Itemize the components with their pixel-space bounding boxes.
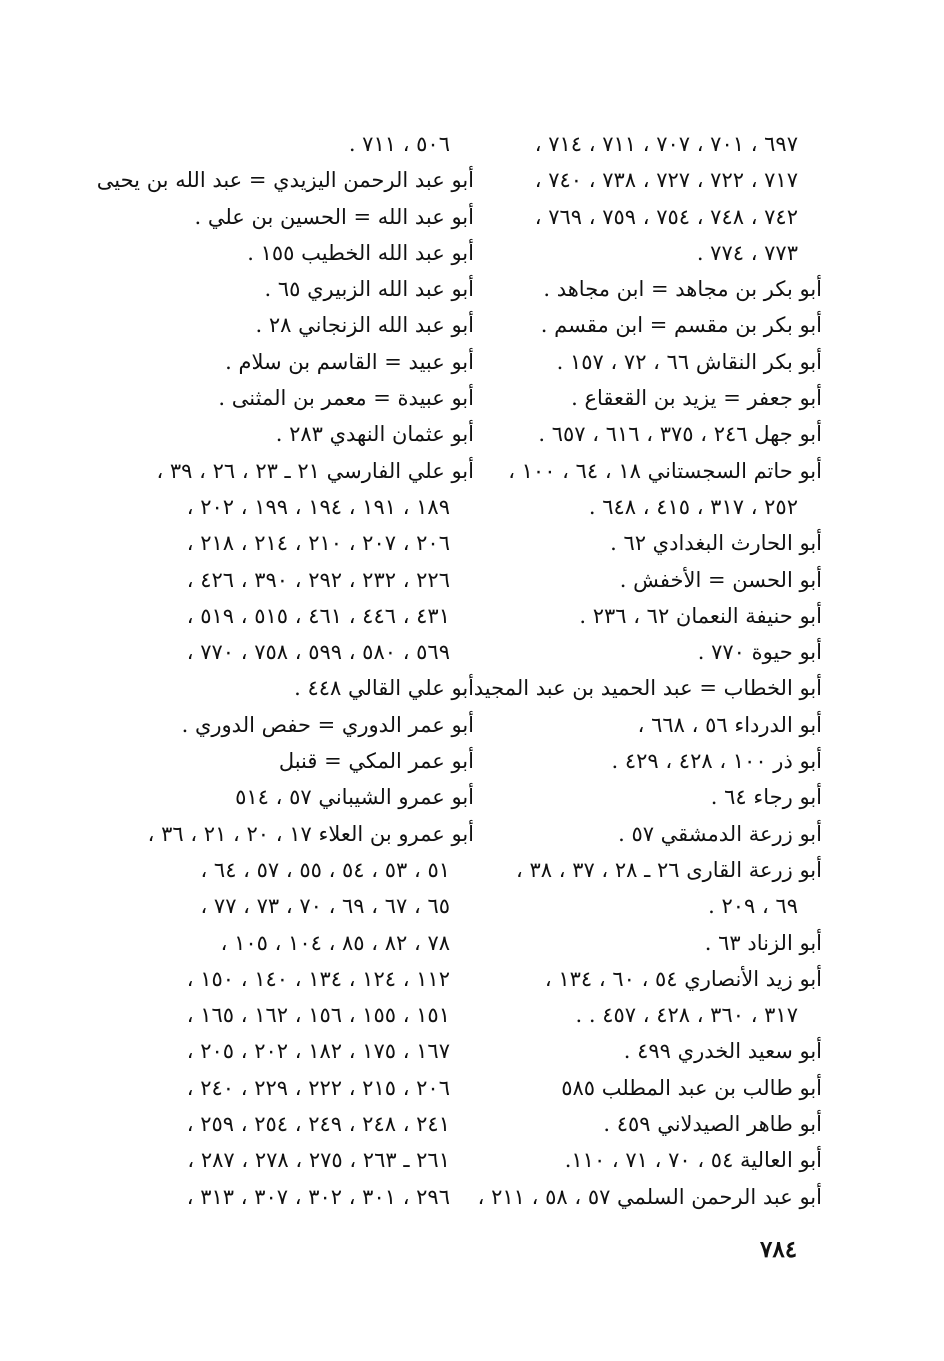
index-entry-line: ٤٣١ ، ٤٤٦ ، ٤٦١ ، ٥١٥ ، ٥١٩ ، [186, 603, 450, 628]
index-entry-line: أبو بكر بن مقسم = ابن مقسم . [540, 313, 822, 338]
page-number: ٧٨٤ [760, 1236, 798, 1263]
index-entry-line: أبو زرعة القارى ٢٦ ـ ٢٨ ، ٣٧ ، ٣٨ ، [516, 857, 822, 882]
index-entry-line: أبو العالية ٥٤ ، ٧٠ ، ٧١ ، ١١٠. [564, 1148, 822, 1173]
index-entry-line: أبو سعيد الخدري ٤٩٩ . [623, 1039, 822, 1064]
index-entry-line: ٢٦١ ـ ٢٦٣ ، ٢٧٥ ، ٢٧٨ ، ٢٨٧ ، [187, 1148, 450, 1173]
index-entry-line: ٥١ ، ٥٣ ، ٥٤ ، ٥٥ ، ٥٧ ، ٦٤ ، [200, 857, 450, 882]
index-entry-line: ١٨٩ ، ١٩١ ، ١٩٤ ، ١٩٩ ، ٢٠٢ ، [186, 494, 450, 519]
index-entry-line: أبو عمر الدوري = حفص الدوري . [181, 712, 474, 737]
index-entry-line: أبو عبد الله الزبيري ٦٥ . [264, 277, 474, 302]
index-entry-line: أبو ذر ١٠٠ ، ٤٢٨ ، ٤٢٩ . [611, 749, 822, 774]
index-entry-line: ٦٥ ، ٦٧ ، ٦٩ ، ٧٠ ، ٧٣ ، ٧٧ ، [200, 894, 450, 919]
index-entry-line: أبو الزناد ٦٣ . [704, 930, 822, 955]
index-entry-line: ٧٧٣ ، ٧٧٤ . [696, 240, 798, 265]
index-entry-line: ٢٩٦ ، ٣٠١ ، ٣٠٢ ، ٣٠٧ ، ٣١٣ ، [186, 1184, 450, 1209]
index-entry-line: أبو جهل ٢٤٦ ، ٣٧٥ ، ٦١٦ ، ٦٥٧ . [538, 422, 822, 447]
index-entry-line: أبو الدرداء ٥٦ ، ٦٦٨ ، [637, 712, 822, 737]
index-entry-line: أبو عمر المكي = قنبل [278, 749, 474, 774]
index-entry-line: ٧٤٢ ، ٧٤٨ ، ٧٥٤ ، ٧٥٩ ، ٧٦٩ ، [534, 204, 798, 229]
index-entry-line: أبو عبد الرحمن السلمي ٥٧ ، ٥٨ ، ٢١١ ، [477, 1184, 822, 1209]
index-entry-line: ٧١٧ ، ٧٢٢ ، ٧٢٧ ، ٧٣٨ ، ٧٤٠ ، [534, 168, 798, 193]
index-entry-line: ٥٠٦ ، ٧١١ . [348, 132, 450, 156]
index-entry-line: أبو علي القالي ٤٤٨ . [294, 676, 474, 701]
index-entry-line: أبو عبد الله الزنجاني ٢٨ . [255, 313, 474, 338]
index-entry-line: ٣١٧ ، ٣٦٠ ، ٤٢٨ ، ٤٥٧ . . [575, 1003, 798, 1028]
index-entry-line: أبو عثمان النهدي ٢٨٣ . [275, 422, 474, 447]
index-entry-line: ٧٨ ، ٨٢ ، ٨٥ ، ١٠٤ ، ١٠٥ ، [220, 930, 450, 955]
index-entry-line: ٢٠٦ ، ٢٠٧ ، ٢١٠ ، ٢١٤ ، ٢١٨ ، [186, 531, 450, 556]
index-entry-line: أبو الحسن = الأخفش . [619, 567, 822, 592]
index-entry-line: ١١٢ ، ١٢٤ ، ١٣٤ ، ١٤٠ ، ١٥٠ ، [186, 966, 450, 991]
index-entry-line: أبو عبد الله = الحسين بن علي . [194, 204, 474, 229]
index-entry-line: ٥٦٩ ، ٥٨٠ ، ٥٩٩ ، ٧٥٨ ، ٧٧٠ ، [186, 640, 450, 665]
index-entry-line: أبو طالب بن عبد المطلب ٥٨٥ [561, 1075, 822, 1100]
index-entry-line: أبو علي الفارسي ٢١ ـ ٢٣ ، ٢٦ ، ٣٩ ، [156, 458, 474, 483]
index-entry-line: أبو عبد الرحمن اليزيدي = عبد الله بن يحيى [96, 168, 474, 193]
index-entry-line: أبو زرعة الدمشقي ٥٧ . [618, 821, 822, 846]
index-entry-line: أبو عبيدة = معمر بن المثنى . [218, 386, 474, 411]
index-entry-line: أبو بكر بن مجاهد = ابن مجاهد . [543, 277, 822, 302]
index-entry-line: أبو الخطاب = عبد الحميد بن عبد المجيد . [460, 676, 822, 701]
index-column-right [460, 126, 822, 1215]
index-entry-line: أبو عبيد = القاسم بن سلام . [225, 349, 474, 374]
index-entry-line: ٦٩٧ ، ٧٠١ ، ٧٠٧ ، ٧١١ ، ٧١٤ ، [534, 132, 798, 156]
index-entry-line: أبو رجاء ٦٤ . [710, 785, 822, 810]
index-entry-line: أبو عمرو الشيباني ٥٧ ، ٥١٤ [235, 785, 474, 810]
index-entry-line: أبو عمرو بن العلاء ١٧ ، ٢٠ ، ٢١ ، ٣٦ ، [147, 821, 474, 846]
index-entry-line: ٢٢٦ ، ٢٣٢ ، ٢٩٢ ، ٣٩٠ ، ٤٢٦ ، [186, 567, 450, 592]
index-entry-line: ١٦٧ ، ١٧٥ ، ١٨٢ ، ٢٠٢ ، ٢٠٥ ، [186, 1039, 450, 1064]
index-entry-line: ٦٩ ، ٢٠٩ . [708, 894, 798, 919]
index-entry-line: ٢٠٦ ، ٢١٥ ، ٢٢٢ ، ٢٢٩ ، ٢٤٠ ، [186, 1075, 450, 1100]
index-entry-line: أبو حيوة ٧٧٠ . [697, 640, 822, 665]
index-entry-line: ٢٤١ ، ٢٤٨ ، ٢٤٩ ، ٢٥٤ ، ٢٥٩ ، [186, 1112, 450, 1137]
index-entry-line: أبو طاهر الصيدلاني ٤٥٩ . [603, 1112, 822, 1137]
index-entry-line: أبو حاتم السجستاني ١٨ ، ٦٤ ، ١٠٠ ، [508, 458, 822, 483]
index-column-left [96, 126, 474, 1215]
index-entry-line: ١٥١ ، ١٥٥ ، ١٥٦ ، ١٦٢ ، ١٦٥ ، [186, 1003, 450, 1028]
index-entry-line: أبو عبد الله الخطيب ١٥٥ . [247, 240, 474, 265]
index-entry-line: ٢٥٢ ، ٣١٧ ، ٤١٥ ، ٦٤٨ . [588, 494, 798, 519]
index-entry-line: أبو زيد الأنصاري ٥٤ ، ٦٠ ، ١٣٤ ، [544, 966, 822, 991]
index-entry-line: أبو الحارث البغدادي ٦٢ . [610, 531, 822, 556]
index-entry-line: أبو جعفر = يزيد بن القعقاع . [571, 386, 822, 411]
index-entry-line: أبو حنيفة النعمان ٦٢ ، ٢٣٦ . [579, 603, 822, 628]
index-entry-line: أبو بكر النقاش ٦٦ ، ٧٢ ، ١٥٧ . [556, 349, 822, 374]
